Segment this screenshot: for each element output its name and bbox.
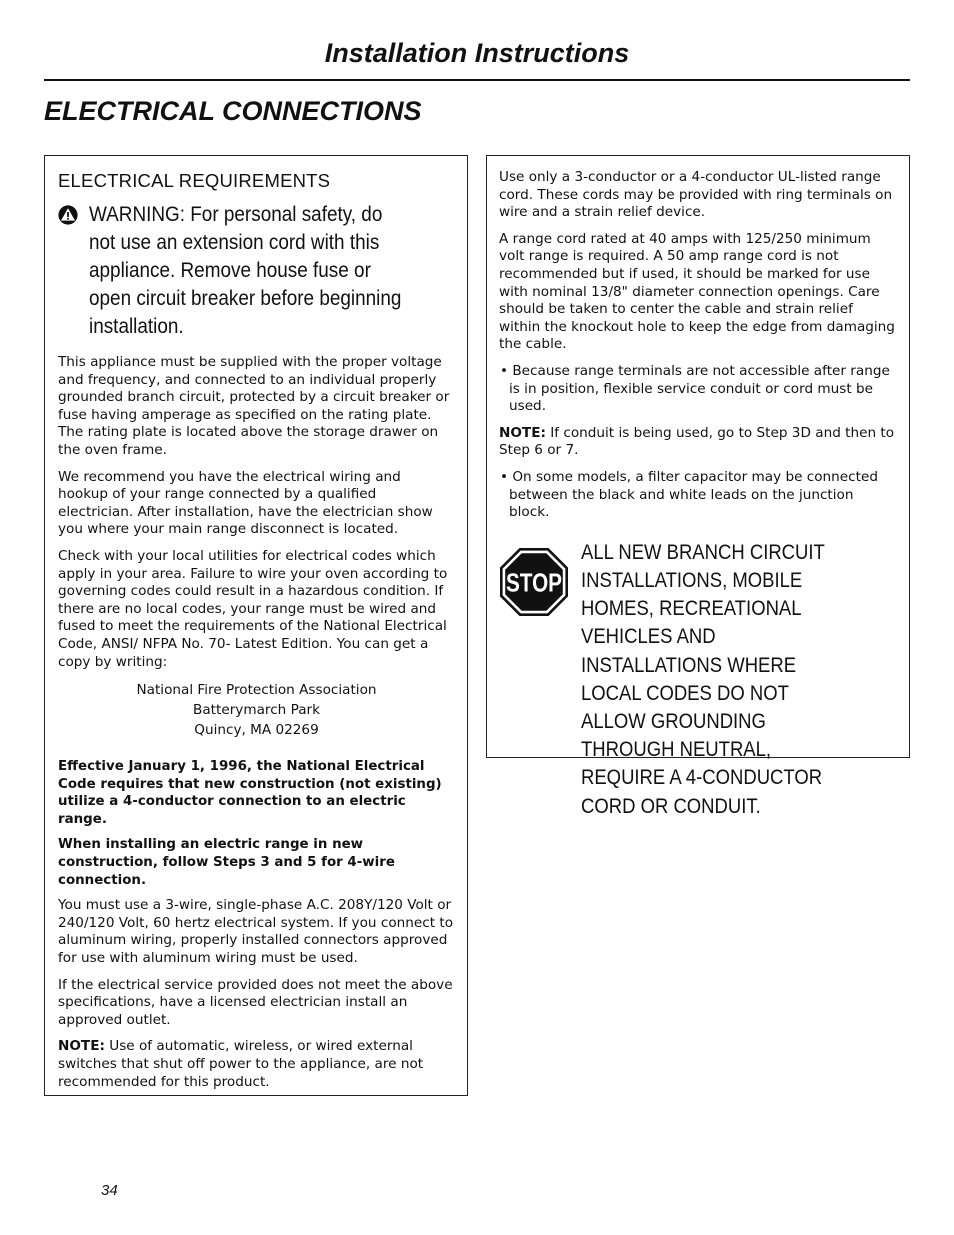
warning-triangle-icon xyxy=(58,205,78,225)
warning-block xyxy=(58,200,455,340)
nfpa-address xyxy=(58,680,455,740)
address-line: National Fire Protection Association xyxy=(136,682,377,699)
stop-sign-icon xyxy=(499,547,569,617)
note-external-switches xyxy=(58,1038,455,1091)
note-text: If conduit is being used, go to Step 3D and then to Step 6 or 7. xyxy=(499,424,895,459)
electrical-requirements-box xyxy=(44,155,468,1096)
section-title: ELECTRICAL CONNECTIONS xyxy=(44,96,422,126)
bullet-flexible-conduit: • Because range terminals are not accessible after range is in position, flexible service conduit or cord must be used. xyxy=(500,362,890,415)
paragraph-local-codes: Check with your local utilities for electrical codes which apply in your area. Failure to wire your oven according to governing codes could result in a hazardous condition. If there are no local codes, your range must be wired and fused to meet the requirements of the National Electrical Code, ANSI/ NFPA No. 70- Latest Edition. You can get a copy by writing: xyxy=(58,547,448,670)
paragraph-wiring-system: You must use a 3-wire, single-phase A.C. 208Y/120 Volt or 240/120 Volt, 60 hertz electrical system. If you connect to aluminum wiring, properly installed connectors approved for use with aluminum wiring must be used. xyxy=(58,897,454,967)
paragraph-qualified-electrician: We recommend you have the electrical wiring and hookup of your range connected by a qualified electrician. After installation, have the electrician show you where your main range disconnect is located. xyxy=(58,468,433,538)
paragraph-voltage-frequency: This appliance must be supplied with the proper voltage and frequency, and connected to an individual properly grounded branch circuit, protected by a circuit breaker or fuse having amperage as specified on the rating plate. The rating plate is located above the storage drawer on the oven frame. xyxy=(58,354,450,458)
stop-sign-label: STOP xyxy=(506,567,562,598)
header-divider xyxy=(44,79,910,81)
paragraph-range-cord: Use only a 3-conductor or a 4-conductor UL-listed range cord. These cords may be provided with ring terminals on wire and a strain relief device. xyxy=(499,169,893,221)
stop-warning xyxy=(499,538,897,820)
bullet-filter-capacitor: • On some models, a filter capacitor may be connected between the black and white leads on the junction block. xyxy=(500,468,878,521)
subheading-electrical-requirements: ELECTRICAL REQUIREMENTS xyxy=(58,170,331,191)
warning-text: WARNING: For personal safety, do not use an extension cord with this appliance. Remove house fuse or open circuit breaker before beginning installation. xyxy=(89,202,402,338)
page-number: 34 xyxy=(101,1182,118,1199)
note-text: Use of automatic, wireless, or wired external switches that shut off power to the appliance, are not recommended for this product. xyxy=(58,1038,424,1090)
note-label: NOTE: xyxy=(58,1038,105,1055)
page-header-title: Installation Instructions xyxy=(324,38,630,68)
paragraph-amp-rating: A range cord rated at 40 amps with 125/250 minimum volt range is required. A 50 amp range cord is not recommended but if used, it should be marked for use with nominal 13/8" diameter connection openings. Care should be taken to center the cable and strain relief within the knockout hole to keep the edge from damaging the cable. xyxy=(499,230,895,353)
stop-warning-text: ALL NEW BRANCH CIRCUIT INSTALLATIONS, MOBILE HOMES, RECREATIONAL VEHICLES AND INSTALLATIONS WHERE LOCAL CODES DO NOT ALLOW GROUNDING THROUGH NEUTRAL, REQUIRE A 4-CONDUCTOR CORD OR CONDUIT. xyxy=(581,539,825,818)
address-line: Batterymarch Park xyxy=(193,702,320,719)
address-line: Quincy, MA 02269 xyxy=(194,722,319,739)
paragraph-licensed-electrician: If the electrical service provided does not meet the above specifications, have a licensed electrician install an approved outlet. xyxy=(58,976,453,1028)
range-cord-box xyxy=(486,155,910,818)
note-conduit xyxy=(499,425,897,460)
bold-nec-requirement: Effective January 1, 1996, the National Electrical Code requires that new construction (not existing) utilize a 4-conductor connection to an electric range. xyxy=(58,759,442,827)
note-label: NOTE: xyxy=(499,424,546,441)
bold-new-construction: When installing an electric range in new construction, follow Steps 3 and 5 for 4-wire connection. xyxy=(58,837,395,888)
